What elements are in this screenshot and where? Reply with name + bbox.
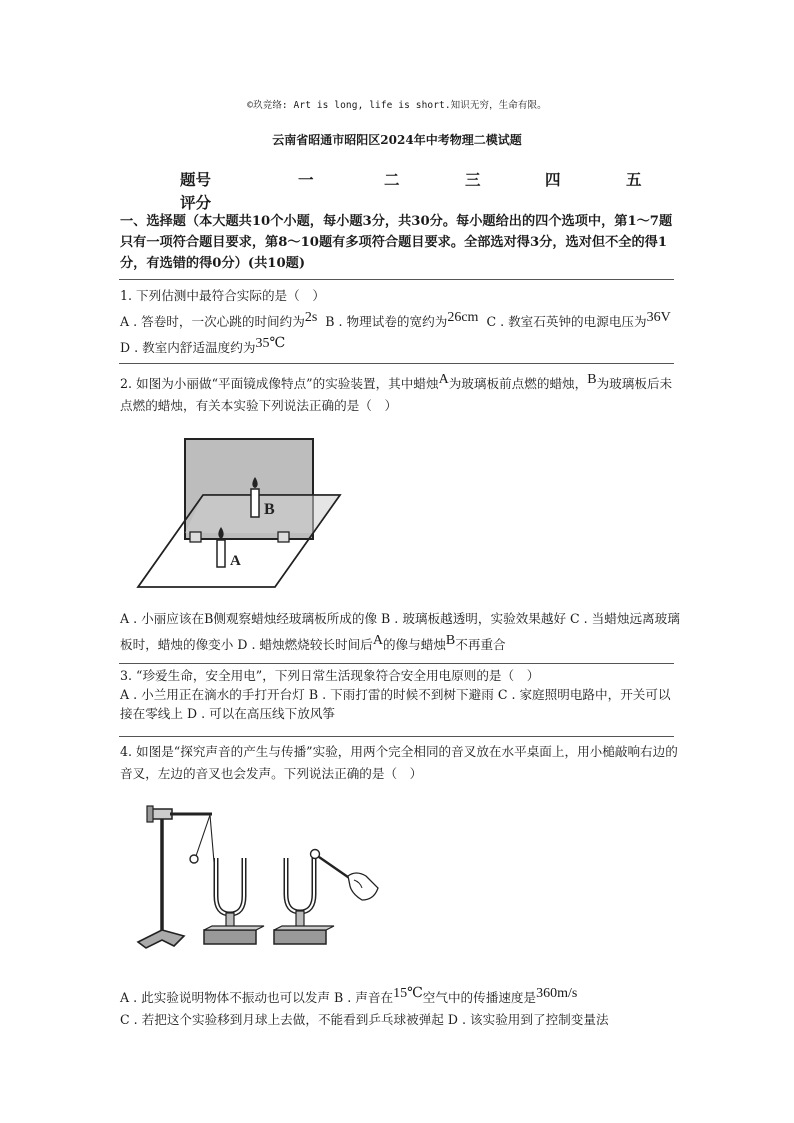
q4-option-d: D . 该实验用到了控制变量法 [447,1012,609,1027]
clip-left [190,532,201,542]
q1-option-c-value: 36V [646,310,671,325]
q4-options [120,983,690,1031]
q2-options-part3: 不再重合 [455,637,506,652]
q4-option-b-mid: 空气中的传播速度是 [422,990,537,1005]
score-col-1: 一 [298,170,314,189]
question-3 [120,666,680,723]
q2-options-candle-b: B [445,633,456,648]
q2-options-candle-a: A [372,633,383,648]
q2-stem-candle-a: A [438,372,449,387]
score-col-5: 五 [626,170,642,189]
q2-stem-candle-b: B [587,372,597,387]
divider [119,663,674,664]
candle-a [217,540,225,567]
document-title: 云南省昭通市昭阳区2024年中考物理二模试题 [272,133,522,147]
q1-stem: 1. 下列估测中最符合实际的是（ ） [120,288,325,303]
question-4: 4. 如图是“探究声音的产生与传播”实验，用两个完全相同的音叉放在水平桌面上，用小槌敲响右边的音叉，左边的音叉也会发声。下列说法正确的是（ ） [120,744,678,781]
score-col-4: 四 [545,170,561,189]
score-table-row2-label: 评分 [180,193,212,212]
section-heading: 一、选择题（本大题共10个小题，每小题3分，共30分。每小题给出的四个选项中，第1～7题只有一项符合题目要求，第8～10题有多项符合题目要求。全部选对得3分，选对但不全的得1分，有选错的得0分）(共10题) [120,214,673,271]
ping-pong-ball [190,855,198,863]
candle-b-label: B [264,501,275,518]
q2-options-part2: 的像与蜡烛 [382,637,446,652]
candle-b [251,489,259,517]
q2-mirror-experiment-figure [118,425,368,595]
q1-option-c: C . 教室石英钟的电源电压为 [486,314,647,329]
score-col-2: 二 [384,170,400,189]
q4-option-b-value: 360m/s [536,986,578,1001]
q1-option-d: D . 教室内舒适温度约为 [120,340,256,355]
header-note: ©玖竞络: Art is long, life is short.知识无穷，生命有限。 [247,100,547,111]
q1-option-d-value: 35℃ [255,336,286,351]
q4-options-line1 [120,983,690,1009]
question-1 [120,285,680,359]
q4-options-line2 [120,1009,690,1031]
q4-option-c: C . 若把这个实验移到月球上去做，不能看到乒乓球被弹起 [120,1012,444,1027]
q3-stem: 3. “珍爱生命，安全用电”，下列日常生活现象符合安全用电原则的是（ ） [120,668,540,683]
q2-stem-part2: 为玻璃板前点燃的蜡烛， [448,376,588,391]
q1-options [120,307,680,359]
q4-tuning-fork-figure [122,796,384,958]
q4-option-a: A . 此实验说明物体不振动也可以发声 [120,990,331,1005]
score-table-row1-label: 题号 [180,170,212,189]
q2-options [120,608,680,656]
clip-right [278,532,289,542]
q3-options: A . 小兰用正在滴水的手打开台灯 B . 下雨打雷的时候不到树下避雨 C . 家庭照明电路中，开关可以接在零线上 D . 可以在高压线下放风筝 [120,687,671,721]
q1-option-b: B . 物理试卷的宽约为 [325,314,448,329]
q2-stem-part3: 为玻璃板后未点燃的蜡烛，有关本实验下列说法正确的是（ ） [120,376,673,413]
q4-option-b-temp: 15℃ [393,986,423,1001]
score-col-3: 三 [465,170,481,189]
q2-stem-part1: 2. 如图为小丽做“平面镜成像特点”的实验装置，其中蜡烛 [120,376,439,391]
q4-option-b: B . 声音在 [334,990,394,1005]
candle-a-label: A [230,553,241,569]
question-2 [120,369,680,417]
divider [119,279,674,280]
q2-options-part1: A . 小丽应该在B侧观察蜡烛经玻璃板所成的像 B . 玻璃板越透明，实验效果越好 C . 当蜡烛远离玻璃板时，蜡烛的像变小 D . 蜡烛燃烧较长时间后 [120,611,680,652]
divider [119,736,674,737]
q1-option-b-value: 26cm [447,310,479,325]
divider [119,363,674,364]
q1-option-a-value: 2s [304,310,318,325]
q1-option-a: A . 答卷时，一次心跳的时间约为 [120,314,305,329]
